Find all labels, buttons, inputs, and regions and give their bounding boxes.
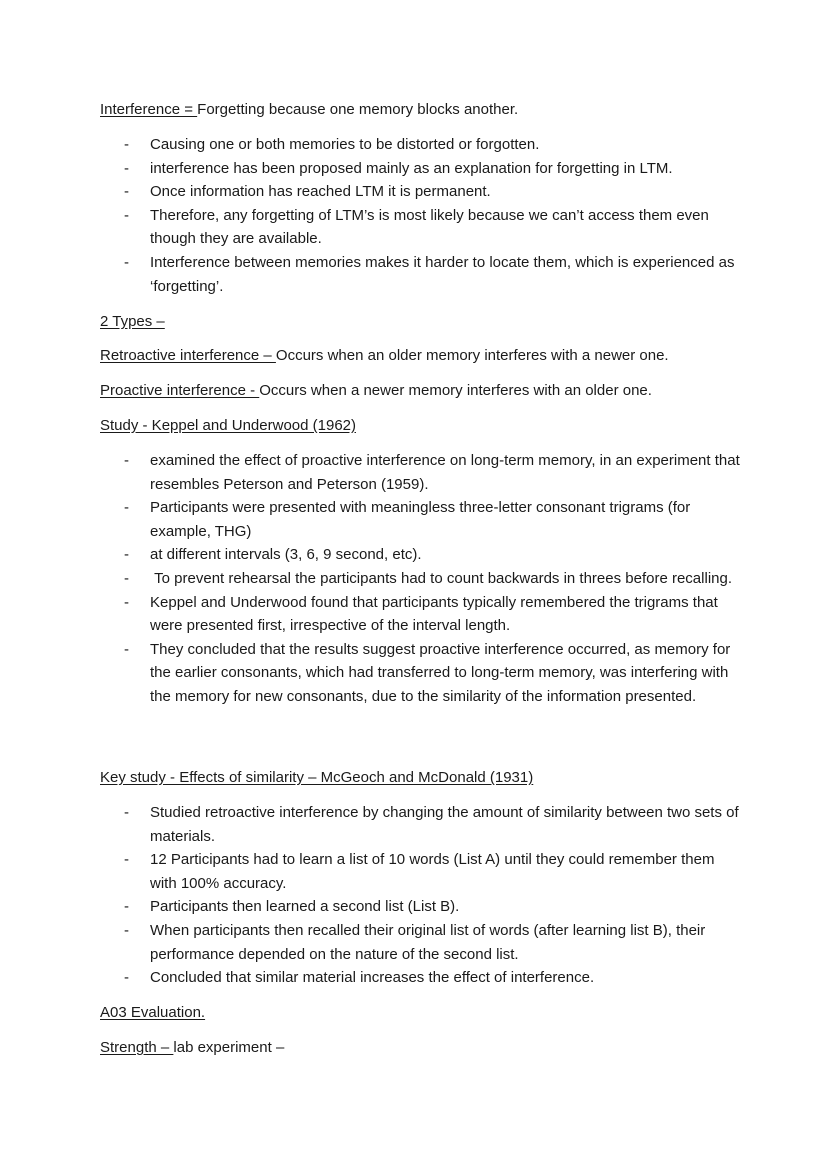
retroactive-text: Occurs when an older memory interferes with a newer one. [275, 347, 669, 364]
study1-bullet-list [100, 449, 740, 709]
proactive-text: Occurs when a newer memory interferes with an older one. [259, 382, 652, 399]
list-item: - 12 Participants had to learn a list of 10 words (List A) until they could remember them with 100% accuracy. [100, 848, 740, 895]
strength-line [100, 1038, 284, 1058]
list-item: - Participants then learned a second list (List B). [100, 895, 740, 919]
evaluation-heading: A03 Evaluation. [100, 1004, 206, 1021]
proactive-label: Proactive interference - [100, 382, 260, 399]
study1-heading: Study - Keppel and Underwood (1962) [100, 417, 356, 434]
list-item: - at different intervals (3, 6, 9 second, etc). [100, 543, 740, 567]
proactive-line [100, 381, 652, 401]
list-item: - interference has been proposed mainly as an explanation for forgetting in LTM. [100, 157, 740, 181]
bullet-dash: - [124, 206, 129, 224]
intro-bullet-list [100, 133, 740, 298]
bullet-dash: - [124, 452, 129, 469]
bullet-dash: - [124, 921, 129, 939]
bullet-dash: - [124, 640, 129, 658]
bullet-dash: - [124, 804, 129, 821]
bullet-dash: - [124, 136, 129, 153]
study2-heading: Key study - Effects of similarity – McGeoch and McDonald (1931) [100, 769, 534, 786]
list-item: - Once information has reached LTM it is permanent. [100, 180, 740, 204]
list-item: - To prevent rehearsal the participants had to count backwards in threes before recalling. [100, 567, 740, 591]
list-item: - Concluded that similar material increases the effect of interference. [100, 966, 740, 990]
bullet-dash: - [124, 499, 129, 517]
bullet-dash: - [124, 546, 129, 564]
bullet-dash: - [124, 569, 129, 587]
bullet-dash: - [124, 969, 129, 987]
strength-label: Strength – [100, 1039, 174, 1056]
bullet-dash: - [124, 898, 129, 916]
interference-definition: Forgetting because one memory blocks another. [197, 101, 519, 118]
types-heading: 2 Types – [100, 313, 165, 330]
bullet-dash: - [124, 851, 129, 869]
list-item: - They concluded that the results suggest proactive interference occurred, as memory for the earlier consonants, which had transferred to long-term memory, was interfering with the memory for new consonants, due to the similarity of the information presented. [100, 638, 740, 709]
list-item: - Studied retroactive interference by changing the amount of similarity between two sets of materials. [100, 801, 740, 848]
list-item: - Causing one or both memories to be distorted or forgotten. [100, 133, 740, 157]
retroactive-label: Retroactive interference – [100, 347, 276, 364]
list-item: - Keppel and Underwood found that participants typically remembered the trigrams that were presented first, irrespective of the interval length. [100, 591, 740, 638]
bullet-dash: - [124, 159, 129, 177]
interference-heading: Interference = [100, 101, 198, 118]
study2-bullet-list [100, 801, 740, 990]
list-item: - examined the effect of proactive interference on long-term memory, in an experiment that resembles Peterson and Peterson (1959). [100, 449, 740, 496]
strength-text: lab experiment – [173, 1039, 285, 1056]
list-item: - Therefore, any forgetting of LTM’s is most likely because we can’t access them even though they are available. [100, 204, 740, 251]
intro-line [100, 100, 518, 120]
list-item: - Participants were presented with meaningless three-letter consonant trigrams (for example, THG) [100, 496, 740, 543]
bullet-dash: - [124, 253, 129, 271]
bullet-dash: - [124, 593, 129, 611]
list-item: - When participants then recalled their original list of words (after learning list B), their performance depended on the nature of the second list. [100, 919, 740, 966]
list-item: - Interference between memories makes it harder to locate them, which is experienced as ‘forgetting’. [100, 251, 740, 298]
retroactive-line [100, 346, 669, 366]
bullet-dash: - [124, 183, 129, 201]
